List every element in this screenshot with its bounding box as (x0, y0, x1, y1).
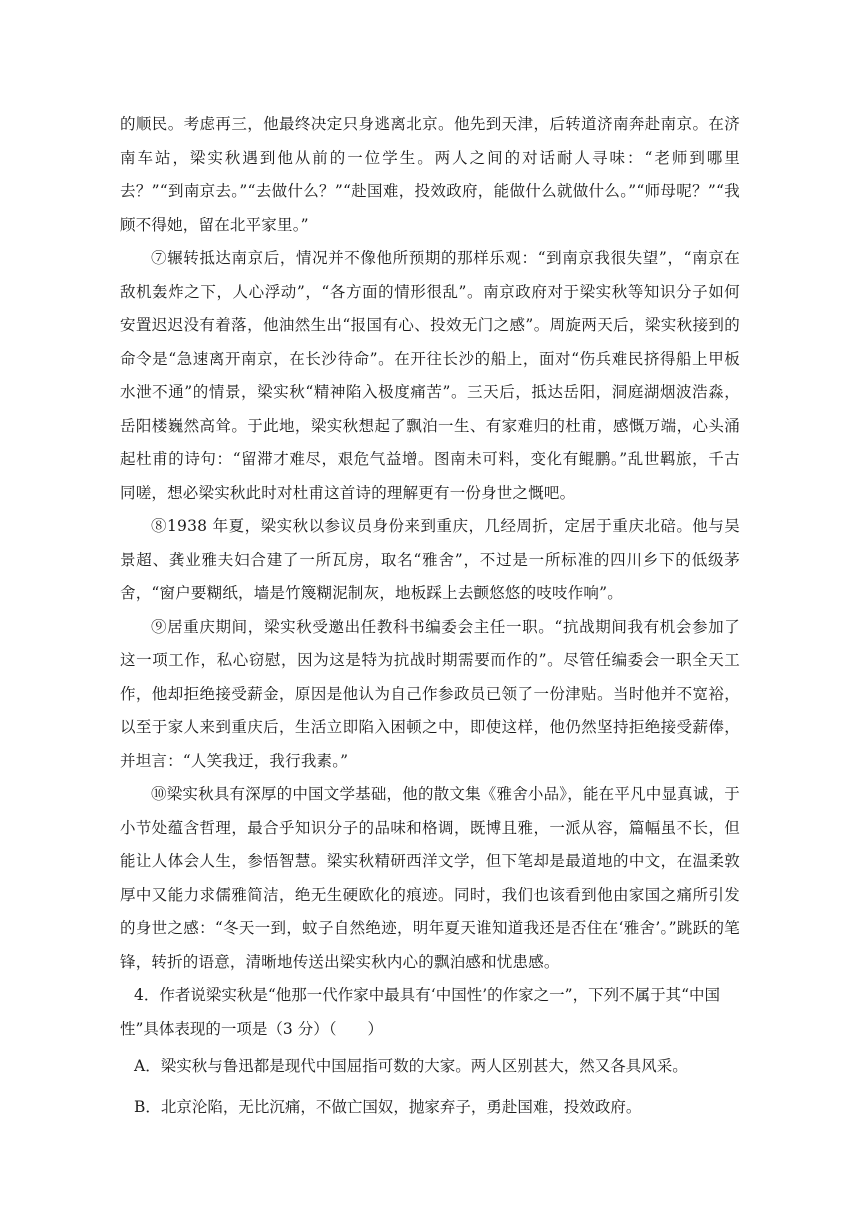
question-4-stem: 4．作者说梁实秋是“他那一代作家中最具有‘中国性’的作家之一”，下列不属于其“中国性”具体表现的一项是（3 分）（ ） (120, 986, 720, 1038)
question-4-option-a: A．梁实秋与鲁迅都是现代中国屈指可数的大家。两人区别甚大，然又各具风采。 (134, 1057, 688, 1075)
question-4 (120, 979, 740, 1128)
paragraph-7: ⑦辗转抵达南京后，情况并不像他所预期的那样乐观：“到南京我很失望”，“南京在敌机轰炸之下，人心浮动”，“各方面的情形很乱”。南京政府对于梁实秋等知识分子如何安置迟迟没有着落，他油然生出“报国有心、投效无门之感”。周旋两天后，梁实秋接到的命令是“急速离开南京，在长沙待命”。在开往长沙的船上，面对“伤兵难民挤得船上甲板水泄不通”的情景，梁实秋“精神陷入极度痛苦”。三天后，抵达岳阳，洞庭湖烟波浩淼，岳阳楼巍然高耸。于此地，梁实秋想起了飘泊一生、有家难归的杜甫，感慨万端，心头涌起杜甫的诗句：“留滞才难尽，艰危气益增。图南未可料，变化有鲲鹏。”乱世羁旅，千古同嗟，想必梁实秋此时对杜甫这首诗的理解更有一份身世之慨吧。 (120, 249, 740, 502)
document-body (120, 108, 740, 1128)
paragraph-6-tail: 的顺民。考虑再三，他最终决定只身逃离北京。他先到天津，后转道济南奔赴南京。在济南车站，梁实秋遇到他从前的一位学生。两人之间的对话耐人寻味：“老师到哪里去？”“到南京去。”“去做什么？”“赴国难，投效政府，能做什么就做什么。”“师母呢？”“我顾不得她，留在北平家里。” (120, 115, 740, 234)
question-4-option-b: B．北京沦陷，无比沉痛，不做亡国奴，抛家弃子，勇赴国难，投效政府。 (134, 1098, 642, 1116)
paragraph-8: ⑧1938 年夏，梁实秋以参议员身份来到重庆，几经周折，定居于重庆北碚。他与吴景超、龚业雅夫妇合建了一所瓦房，取名“雅舍”，不过是一所标准的四川乡下的低级茅舍，“窗户要糊纸，墙是竹篾糊泥制灰，地板踩上去颤悠悠的吱吱作响”。 (120, 517, 740, 602)
paragraph-9: ⑨居重庆期间，梁实秋受邀出任教科书编委会主任一职。“抗战期间我有机会参加了这一项工作，私心窃慰，因为这是特为抗战时期需要而作的”。尽管任编委会一职全天工作，他却拒绝接受薪金，原因是他认为自己作参政员已领了一份津贴。当时他并不宽裕，以至于家人来到重庆后，生活立即陷入困顿之中，即使这样，他仍然坚持拒绝接受薪俸，并坦言：“人笑我迂，我行我素。” (120, 617, 740, 770)
paragraph-10: ⑩梁实秋具有深厚的中国文学基础，他的散文集《雅舍小品》，能在平凡中显真诚，于小节处蕴含哲理，最合乎知识分子的品味和格调，既博且雅，一派从容，篇幅虽不长，但能让人体会人生，参悟智慧。梁实秋精研西洋文学，但下笔却是最道地的中文，在温柔敦厚中又能力求儒雅简洁，绝无生硬欧化的痕迹。同时，我们也该看到他由家国之痛所引发的身世之感：“冬天一到，蚊子自然绝迹，明年夏天谁知道我还是否住在‘雅舍’。”跳跃的笔锋，转折的语意，清晰地传送出梁实秋内心的飘泊感和忧患感。 (120, 785, 740, 971)
